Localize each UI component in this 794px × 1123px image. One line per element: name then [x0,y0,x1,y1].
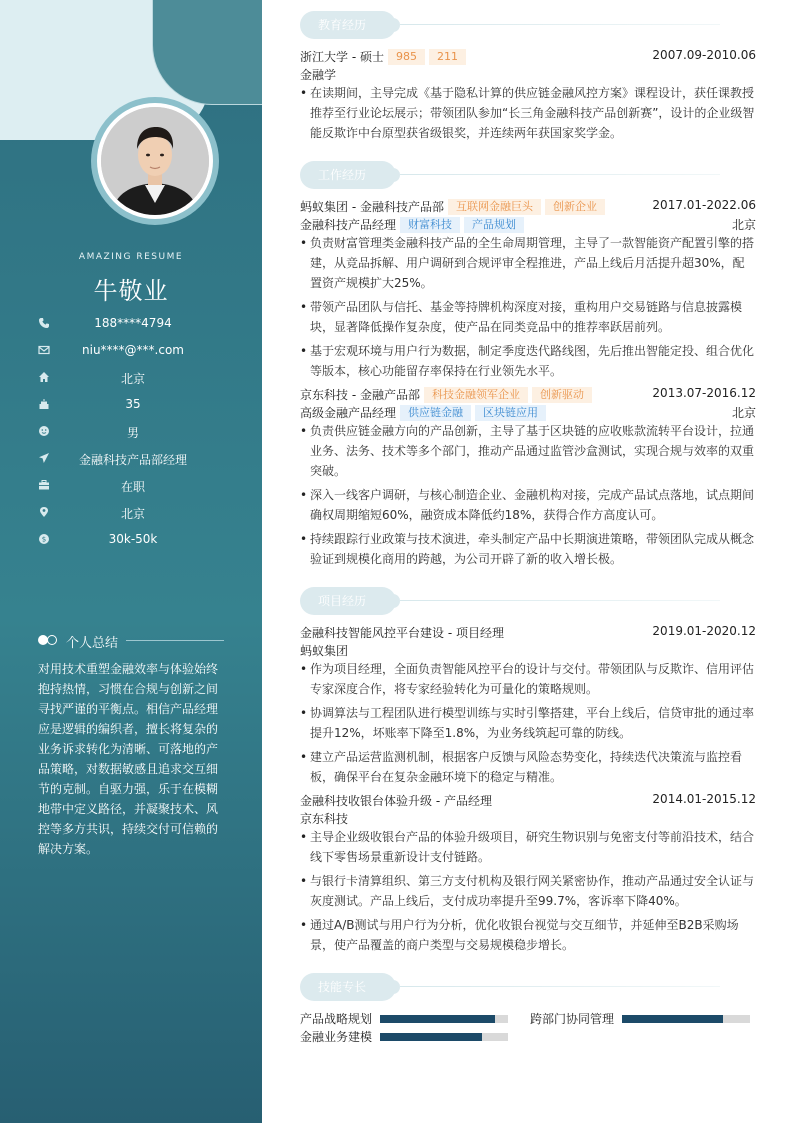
section-pill [300,587,396,615]
work-dates: 2013.07-2016.12 [652,386,756,400]
info-age [38,397,228,424]
info-gender [38,424,228,451]
phone-number: 188****4794 [94,316,172,330]
role-line [300,216,524,233]
summary-section-header [38,632,224,651]
project-dates: 2019.01-2020.12 [652,624,756,638]
list-item: • 建立产品运营监测机制，根据客户反馈与风险态势变化，持续迭代决策流与监控看板，确保平台在复杂金融环境下的稳定与精准。 [300,747,756,787]
email-address: niu****@***.com [82,343,184,357]
skill-name: 金融业务建模 [300,1030,373,1044]
job-status: 在职 [120,480,145,494]
company-name: 京东科技 - 金融产品部 [300,388,420,402]
skill-bar-fill [622,1015,723,1023]
school-tag: 211 [429,49,466,65]
skill-name: 跨部门协同管理 [530,1012,615,1026]
skill-bar-track [622,1015,750,1023]
info-phone [38,316,228,343]
section-title: 工作经历 [318,168,367,182]
work-section-header [300,161,720,189]
list-item: • 负责财富管理类金融科技产品的全生命周期管理，主导了一款智能资产配置引擎的搭建，从竞品拆解、用户调研到合规评审全程推进，产品上线后月活提升超30%，配置资产规模扩大25%。 [300,233,756,293]
role-tag: 产品规划 [464,217,524,233]
job-title: 金融科技产品经理 [300,218,397,232]
education-major-row [300,66,756,84]
info-target-position [38,451,228,478]
skill-bar-fill [380,1015,495,1023]
work-entry-header [300,386,756,404]
avatar [101,107,209,215]
divider [126,640,224,641]
section-pill [300,973,396,1001]
company-tag: 科技金融领军企业 [424,387,528,403]
project-entry-header [300,792,756,810]
work-role-row [300,404,756,422]
project-name: 金融科技智能风控平台建设 - 项目经理 [300,626,504,640]
target-position: 金融科技产品部经理 [78,453,187,467]
contact-info-list [38,316,228,559]
work-city: 北京 [731,218,756,232]
project-org-row [300,810,756,828]
job-title: 高级金融产品经理 [300,406,397,420]
project-dates: 2014.01-2015.12 [652,792,756,806]
role-line [300,404,546,421]
project-org: 蚂蚁集团 [300,644,349,658]
work-entry-header [300,198,756,216]
info-email [38,343,228,370]
info-residence [38,370,228,397]
projects-section-header [300,587,720,615]
main-content [262,0,794,1123]
education-dates: 2007.09-2010.06 [652,48,756,62]
project-details [300,659,756,791]
skill-bar-track [380,1015,508,1023]
project-name: 金融科技收银台体验升级 - 产品经理 [300,794,492,808]
target-city: 北京 [120,507,145,521]
info-target-city [38,505,228,532]
school-line [300,48,466,65]
info-job-status [38,478,228,505]
summary-title: 个人总结 [66,636,119,651]
summary-text: 对用技术重塑金融效率与体验始终抱持热情，习惯在合规与创新之间寻找严谨的平衡点。相信产品经理应是逻辑的编织者，擅长将复杂的业务诉求转化为清晰、可落地的产品策略，对数据敏感且追求交互细节的克制。自驱力强，乐于在模糊地带中定义路径，并凝聚技术、风控等多方共识，持续交付可信赖的解决方案。 [38,662,219,856]
divider [400,600,720,601]
company-line [300,386,592,403]
skill-bar-track [380,1033,508,1041]
portrait-photo [101,107,209,215]
residence-city: 北京 [120,372,145,386]
divider [400,174,720,175]
list-item: • 主导企业级收银台产品的体验升级项目，研究生物识别与免密支付等前沿技术，结合线下零售场景重新设计支付链路。 [300,827,756,867]
skill-bar-fill [380,1033,482,1041]
list-item: • 与银行卡清算组织、第三方支付机构及银行网关紧密协作，推动产品通过安全认证与灰度测试。产品上线后，支付成功率提升至99.7%，客诉率下降40%。 [300,871,756,911]
skill-name: 产品战略规划 [300,1012,373,1026]
toggle-dots-icon [38,635,58,645]
role-tag: 财富科技 [400,217,460,233]
school-tag: 985 [388,49,425,65]
skill-item [300,1010,508,1028]
company-tag: 互联网金融巨头 [448,199,541,215]
resume-tagline: AMAZING RESUME [78,252,184,262]
project-org: 京东科技 [300,812,349,826]
role-tag: 供应链金融 [400,405,471,421]
list-item: • 基于宏观环境与用户行为数据，制定季度迭代路线图，先后推出智能定投、组合优化等版本，核心功能留存率保持在行业领先水平。 [300,341,756,381]
role-tag: 区块链应用 [475,405,546,421]
work-details [300,421,756,573]
divider [400,986,720,987]
list-item: • 持续跟踪行业政策与技术演进，牵头制定产品中长期演进策略，带领团队完成从概念验证到规模化商用的跨越，为公司开辟了新的收入增长极。 [300,529,756,569]
list-item: • 通过A/B测试与用户行为分析，优化收银台视觉与交互细节，并延伸至B2B采购场景，使产品覆盖的商户类型与交易规模稳步增长。 [300,915,756,955]
sidebar [0,0,262,1123]
education-details [300,83,756,147]
list-item: • 在读期间，主导完成《基于隐私计算的供应链金融风控方案》课程设计，获任课教授推荐至行业论坛展示；带领团队参加“长三角金融科技产品创新赛”，设计的企业级智能反欺诈中台原型获省级银奖，并连续两年获国家奖学金。 [300,83,756,143]
section-pill [300,11,396,39]
school-name: 浙江大学 - 硕士 [300,50,384,64]
skill-item [300,1028,508,1046]
work-dates: 2017.01-2022.06 [652,198,756,212]
divider [400,24,720,25]
gender-value: 男 [126,426,139,440]
education-section-header [300,11,720,39]
candidate-name: 牛敬业 [93,277,169,305]
section-pill [300,161,396,189]
list-item: • 作为项目经理，全面负责智能风控平台的设计与交付。带领团队与反欺诈、信用评估专家深度合作，将专家经验转化为可量化的策略规则。 [300,659,756,699]
skills-section-header [300,973,720,1001]
company-line [300,198,605,215]
info-salary [38,532,228,559]
svg-text:$: $ [41,535,47,544]
company-tag: 创新驱动 [532,387,592,403]
project-details [300,827,756,959]
company-tag: 创新企业 [545,199,605,215]
work-city: 北京 [731,406,756,420]
section-title: 项目经历 [318,594,367,608]
project-org-row [300,642,756,660]
work-role-row [300,216,756,234]
major: 金融学 [300,68,337,82]
list-item: • 负责供应链金融方向的产品创新，主导了基于区块链的应收账款流转平台设计，拉通业务、法务、技术等多个部门，推动产品通过监管沙盒测试，实现合规与效率的双重突破。 [300,421,756,481]
list-item: • 带领产品团队与信托、基金等持牌机构深度对接，重构用户交易链路与信息披露模块，显著降低操作复杂度，使产品在同类竞品中的推荐率跃居前列。 [300,297,756,337]
project-entry-header [300,624,756,642]
list-item: • 深入一线客户调研，与核心制造企业、金融机构对接，完成产品试点落地，试点期间确权周期缩短60%，融资成本降低约18%，获得合作方高度认可。 [300,485,756,525]
section-title: 技能专长 [318,980,367,994]
work-details [300,233,756,385]
expected-salary: 30k-50k [108,532,158,546]
company-name: 蚂蚁集团 - 金融科技产品部 [300,200,444,214]
education-entry-header [300,48,756,66]
skill-item [530,1010,750,1028]
list-item: • 协调算法与工程团队进行模型训练与实时引擎搭建，平台上线后，信贷审批的通过率提升12%，坏账率下降至1.8%，为业务线筑起可靠的防线。 [300,703,756,743]
section-title: 教育经历 [318,18,367,32]
age-value: 35 [125,397,141,411]
